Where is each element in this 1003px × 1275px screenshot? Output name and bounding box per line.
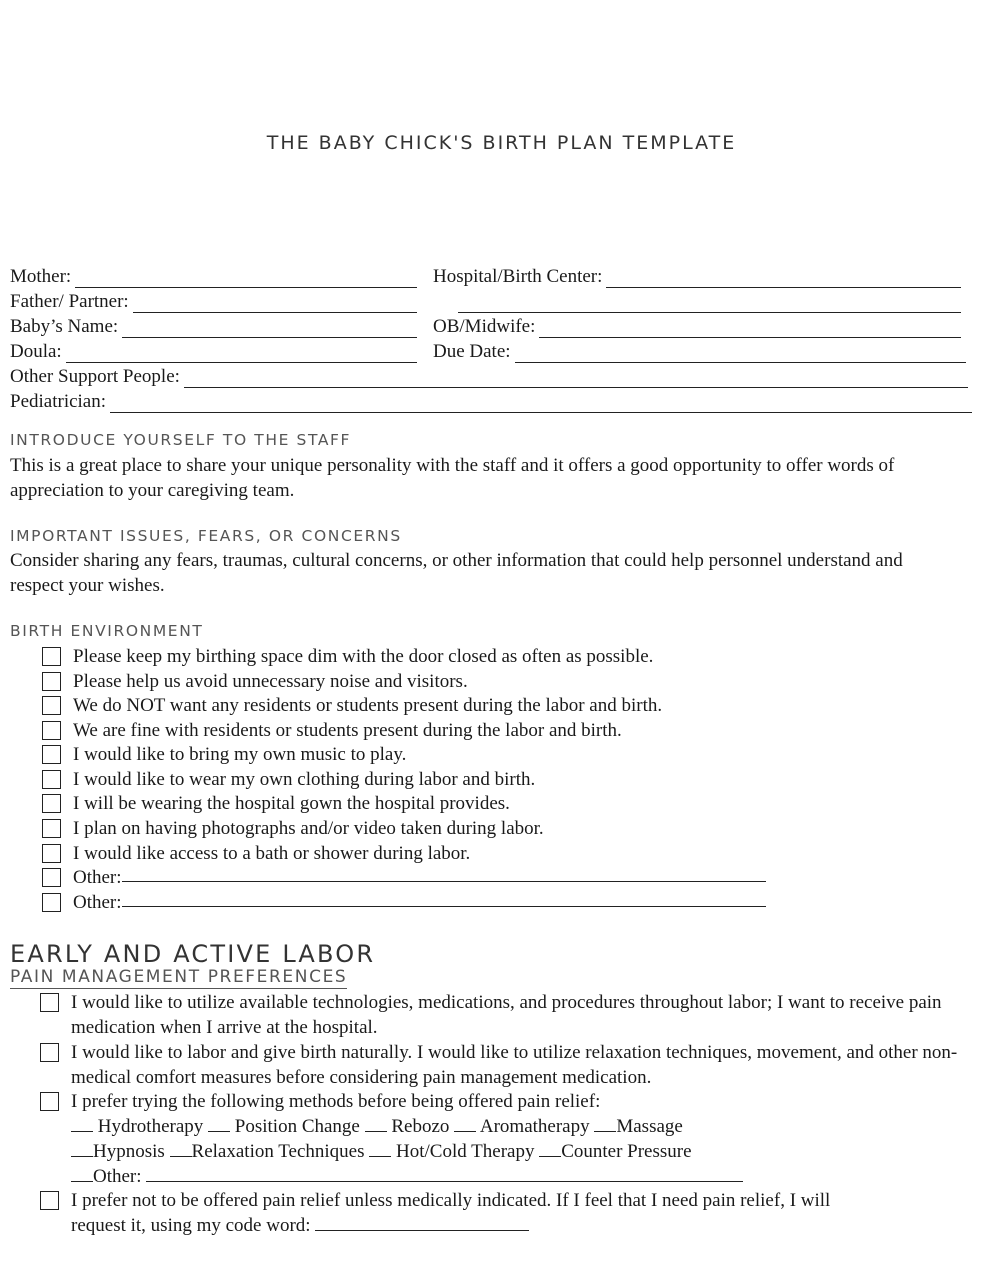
checkbox[interactable] bbox=[42, 696, 61, 715]
method-blank[interactable] bbox=[71, 1140, 93, 1157]
env-option-residents-ok[interactable] bbox=[42, 718, 622, 743]
mother-input-line[interactable] bbox=[75, 270, 417, 288]
checkbox[interactable] bbox=[42, 844, 61, 863]
env-other-input-line[interactable] bbox=[122, 865, 766, 882]
env-option-avoid-noise[interactable] bbox=[42, 669, 468, 694]
method-massage: Massage bbox=[616, 1116, 683, 1137]
hospital-extra-field[interactable] bbox=[458, 291, 961, 313]
hospital-input-line[interactable] bbox=[606, 270, 961, 288]
method-blank[interactable] bbox=[71, 1115, 93, 1132]
env-option-label: I would like access to a bath or shower during labor. bbox=[73, 843, 471, 864]
method-blank[interactable] bbox=[539, 1140, 561, 1157]
env-option-label: Please help us avoid unnecessary noise and visitors. bbox=[73, 671, 468, 692]
code-word-label: request it, using my code word: bbox=[71, 1215, 311, 1236]
checkbox[interactable] bbox=[40, 1043, 59, 1062]
env-option-label: Please keep my birthing space dim with the door closed as often as possible. bbox=[73, 646, 654, 667]
babys-name-label: Baby’s Name: bbox=[10, 316, 119, 337]
methods-line-3 bbox=[71, 1164, 960, 1189]
pain-option-label: I prefer not to be offered pain relief unless medically indicated. If I feel that I need pain relief, I will bbox=[71, 1190, 831, 1211]
introduce-text: This is a great place to share your unique personality with the staff and it offers a good opportunity to offer words of appreciation to your caregiving team. bbox=[10, 455, 895, 501]
method-hot-cold: Hot/Cold Therapy bbox=[396, 1141, 535, 1162]
pain-option-natural[interactable] bbox=[40, 1040, 960, 1090]
hospital-extra-input-line[interactable] bbox=[458, 295, 961, 313]
pain-management-subheading: PAIN MANAGEMENT PREFERENCES bbox=[10, 967, 348, 987]
method-position-change: Position Change bbox=[234, 1116, 360, 1137]
method-aromatherapy: Aromatherapy bbox=[479, 1116, 590, 1137]
env-option-other-1[interactable] bbox=[42, 865, 766, 890]
env-option-label: I will be wearing the hospital gown the hospital provides. bbox=[73, 793, 510, 814]
env-option-label: We are fine with residents or students present during the labor and birth. bbox=[73, 720, 622, 741]
checkbox[interactable] bbox=[40, 993, 59, 1012]
mother-field[interactable] bbox=[10, 266, 417, 288]
ob-midwife-label: OB/Midwife: bbox=[433, 316, 536, 337]
babys-name-input-line[interactable] bbox=[122, 320, 417, 338]
ob-midwife-input-line[interactable] bbox=[539, 320, 961, 338]
env-option-other-2[interactable] bbox=[42, 890, 766, 915]
father-partner-label: Father/ Partner: bbox=[10, 291, 129, 312]
issues-text: Consider sharing any fears, traumas, cultural concerns, or other information that could help personnel understand and respect your wishes. bbox=[10, 550, 903, 596]
method-blank[interactable] bbox=[71, 1165, 93, 1182]
hospital-label: Hospital/Birth Center: bbox=[433, 266, 603, 287]
due-date-label: Due Date: bbox=[433, 341, 511, 362]
babys-name-field[interactable] bbox=[10, 316, 417, 338]
method-other-input-line[interactable] bbox=[146, 1165, 743, 1182]
env-other-label: Other: bbox=[73, 867, 122, 888]
pain-option-label: I prefer trying the following methods before being offered pain relief: bbox=[71, 1091, 601, 1112]
pediatrician-field[interactable] bbox=[10, 391, 972, 413]
pediatrician-input-line[interactable] bbox=[110, 395, 972, 413]
issues-heading: IMPORTANT ISSUES, FEARS, OR CONCERNS bbox=[10, 527, 402, 545]
pain-option-medication[interactable] bbox=[40, 990, 960, 1040]
method-other: Other: bbox=[93, 1166, 142, 1187]
document-title: THE BABY CHICK'S BIRTH PLAN TEMPLATE bbox=[266, 132, 737, 154]
introduce-heading: INTRODUCE YOURSELF TO THE STAFF bbox=[10, 431, 352, 449]
method-blank[interactable] bbox=[170, 1140, 192, 1157]
pain-option-methods[interactable] bbox=[40, 1089, 960, 1189]
checkbox[interactable] bbox=[42, 868, 61, 887]
env-option-label: I would like to bring my own music to play. bbox=[73, 744, 407, 765]
checkbox[interactable] bbox=[42, 770, 61, 789]
env-option-bath-shower[interactable] bbox=[42, 841, 470, 866]
checkbox[interactable] bbox=[42, 647, 61, 666]
hospital-field[interactable] bbox=[433, 266, 961, 288]
due-date-input-line[interactable] bbox=[515, 345, 966, 363]
due-date-field[interactable] bbox=[433, 341, 966, 363]
method-counter-pressure: Counter Pressure bbox=[561, 1141, 692, 1162]
env-option-photographs[interactable] bbox=[42, 816, 544, 841]
method-blank[interactable] bbox=[369, 1140, 391, 1157]
checkbox[interactable] bbox=[42, 672, 61, 691]
checkbox[interactable] bbox=[42, 893, 61, 912]
method-blank[interactable] bbox=[365, 1115, 387, 1132]
methods-line-1 bbox=[71, 1114, 960, 1139]
method-hypnosis: Hypnosis bbox=[93, 1141, 165, 1162]
method-blank[interactable] bbox=[594, 1115, 616, 1132]
doula-input-line[interactable] bbox=[66, 345, 417, 363]
father-partner-input-line[interactable] bbox=[133, 295, 417, 313]
env-option-label: I would like to wear my own clothing during labor and birth. bbox=[73, 769, 536, 790]
pediatrician-label: Pediatrician: bbox=[10, 391, 107, 412]
methods-line-2 bbox=[71, 1139, 960, 1164]
ob-midwife-field[interactable] bbox=[433, 316, 961, 338]
env-option-no-residents[interactable] bbox=[42, 693, 662, 718]
pain-option-label: I would like to labor and give birth naturally. I would like to utilize relaxation techniques, movement, and other non-medical comfort measures before considering pain management medication. bbox=[71, 1042, 958, 1088]
env-option-dim-space[interactable] bbox=[42, 644, 653, 669]
pain-option-label: I would like to utilize available technologies, medications, and procedures throughout labor; I want to receive pain medication when I arrive at the hospital. bbox=[71, 992, 942, 1038]
labor-heading: EARLY AND ACTIVE LABOR bbox=[10, 940, 376, 968]
env-other-input-line[interactable] bbox=[122, 890, 766, 907]
env-other-label: Other: bbox=[73, 892, 122, 913]
pain-option-no-offer[interactable] bbox=[40, 1188, 960, 1238]
method-hydrotherapy: Hydrotherapy bbox=[97, 1116, 204, 1137]
checkbox[interactable] bbox=[42, 721, 61, 740]
method-rebozo: Rebozo bbox=[391, 1116, 450, 1137]
checkbox[interactable] bbox=[40, 1191, 59, 1210]
mother-label: Mother: bbox=[10, 266, 72, 287]
birth-environment-heading: BIRTH ENVIRONMENT bbox=[10, 622, 204, 640]
doula-field[interactable] bbox=[10, 341, 417, 363]
other-support-field[interactable] bbox=[10, 366, 968, 388]
code-word-input-line[interactable] bbox=[315, 1214, 529, 1231]
father-partner-field[interactable] bbox=[10, 291, 417, 313]
env-option-label: We do NOT want any residents or students present during the labor and birth. bbox=[73, 695, 663, 716]
checkbox[interactable] bbox=[40, 1092, 59, 1111]
other-support-label: Other Support People: bbox=[10, 366, 180, 387]
checkbox[interactable] bbox=[42, 819, 61, 838]
method-relaxation: Relaxation Techniques bbox=[191, 1141, 365, 1162]
checkbox[interactable] bbox=[42, 745, 61, 764]
env-option-own-clothing[interactable] bbox=[42, 767, 535, 792]
env-option-own-music[interactable] bbox=[42, 742, 406, 767]
method-blank[interactable] bbox=[208, 1115, 230, 1132]
env-option-label: I plan on having photographs and/or video taken during labor. bbox=[73, 818, 544, 839]
env-option-hospital-gown[interactable] bbox=[42, 791, 510, 816]
checkbox[interactable] bbox=[42, 794, 61, 813]
doula-label: Doula: bbox=[10, 341, 62, 362]
method-blank[interactable] bbox=[454, 1115, 476, 1132]
other-support-input-line[interactable] bbox=[184, 370, 968, 388]
